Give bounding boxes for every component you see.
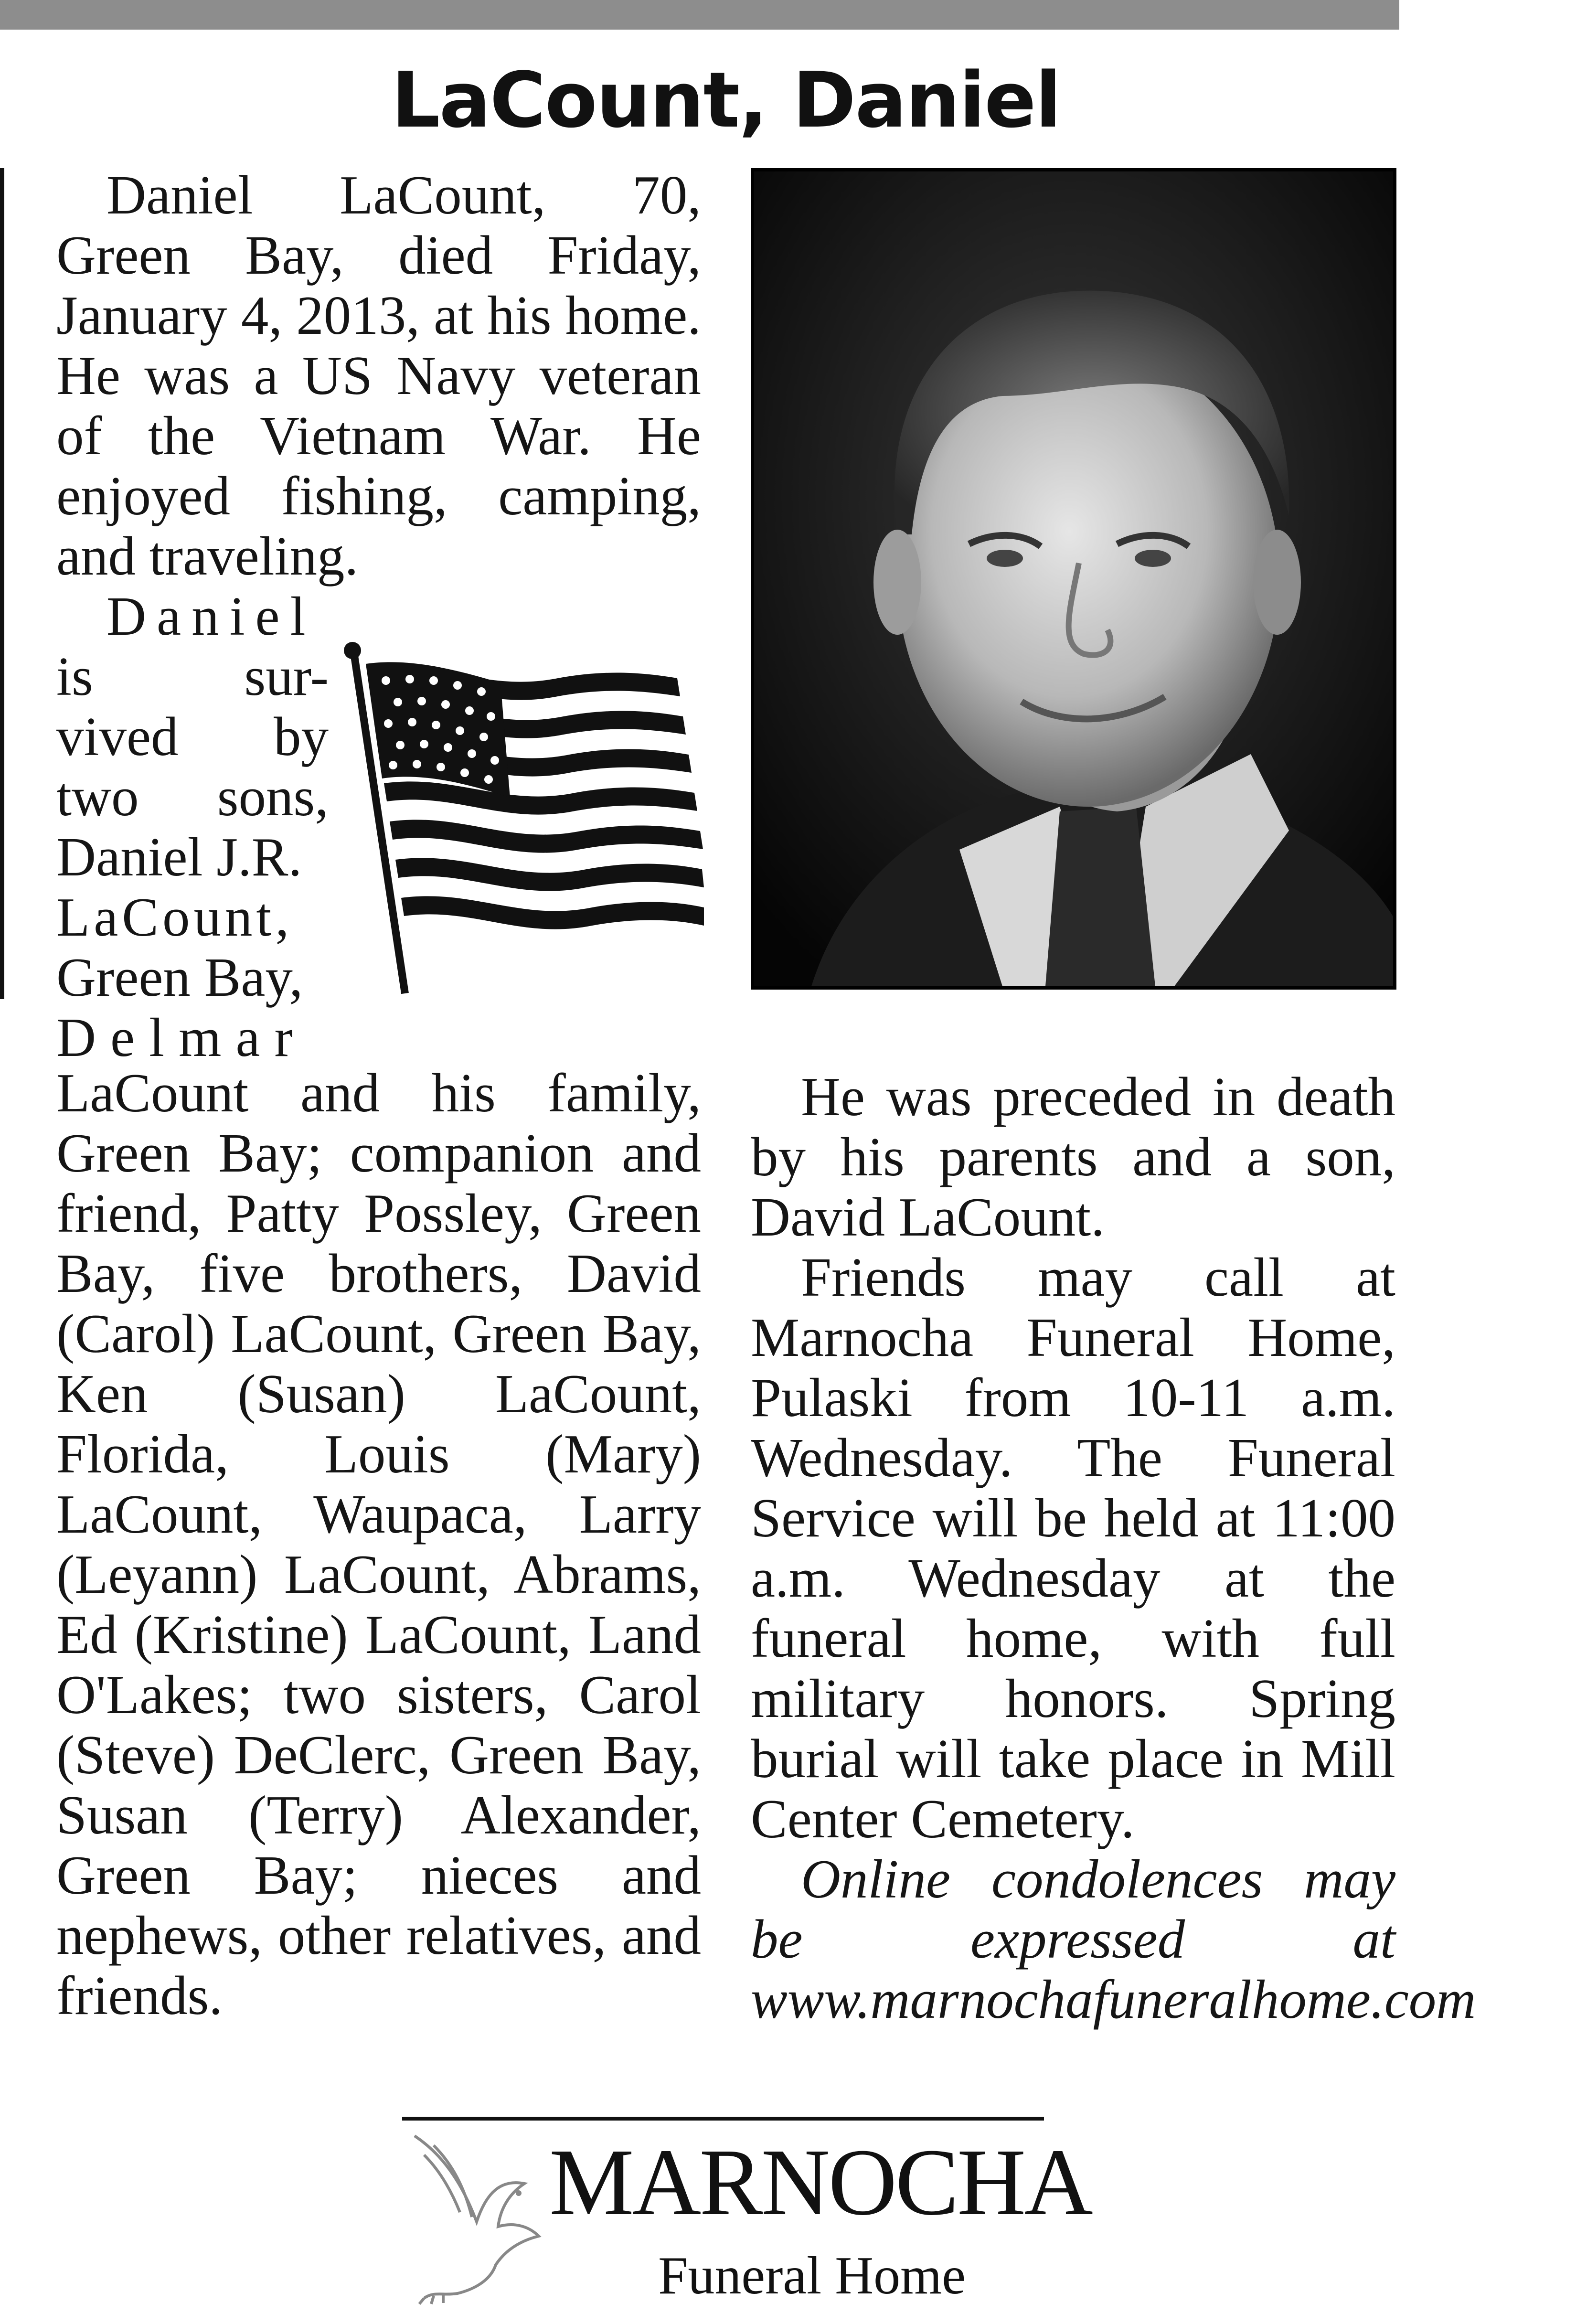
obituary-paragraph-preceded: He was preceded in death by his parents and a son, David LaCount. (751, 1066, 1395, 1247)
narrow-line: is sur- (56, 646, 329, 707)
obituary-headline: LaCount, Daniel (391, 55, 1061, 145)
top-rule-bar (0, 0, 1399, 30)
narrow-line: two sons, (56, 767, 329, 827)
dove-icon (405, 2126, 543, 2308)
narrow-line: LaCount, (56, 887, 293, 948)
obituary-paragraph-intro: Daniel LaCount, 70, Green Bay, died Friday, January 4, 2013, at his home. He was a US Navy veteran of the Vietnam War. He enjoyed fishing, camping, and traveling. (56, 165, 701, 586)
obituary-column-right (751, 1066, 1476, 2030)
obituary-paragraph-online: Online condolences may be expressed at www.marnochafuneralhome.com (751, 1849, 1476, 2030)
obituary-paragraph-services: Friends may call at Marnocha Funeral Home, Pulaski from 10-11 a.m. Wednesday. The Funeral Service will be held at 11:00 a.m. Wednesday at the funeral home, with full military honors. Spring burial will take place in Mill Center Cemetery. (751, 1247, 1395, 1849)
narrow-line: Daniel J.R. (56, 827, 302, 887)
narrow-line: vived by (56, 706, 329, 767)
funeral-home-brand: MARNOCHA (549, 2130, 1091, 2235)
logo-top-rule (402, 2117, 1044, 2121)
american-flag-icon (343, 640, 706, 1003)
portrait-photo (751, 168, 1396, 990)
narrow-line: Green Bay, (56, 947, 303, 1008)
obituary-column-left-bottom (56, 1063, 701, 2026)
narrow-line: Daniel (106, 586, 316, 647)
funeral-home-subtitle: Funeral Home (658, 2246, 966, 2305)
obituary-paragraph-survivors: LaCount and his family, Green Bay; companion and friend, Patty Possley, Green Bay, five brothers, David (Carol) LaCount, Green Bay, Ken (Susan) LaCount, Florida, Louis (Mary) LaCount, Waupaca, Larry (Leyann) LaCount, Abrams, Ed (Kristine) LaCount, Land O'Lakes; two sisters, Carol (Steve) DeClerc, Green Bay, Susan (Terry) Alexander, Green Bay; nieces and nephews, other relatives, and friends. (56, 1063, 701, 2026)
left-column-rule (0, 168, 4, 999)
narrow-line: Delmar (56, 1007, 307, 1068)
